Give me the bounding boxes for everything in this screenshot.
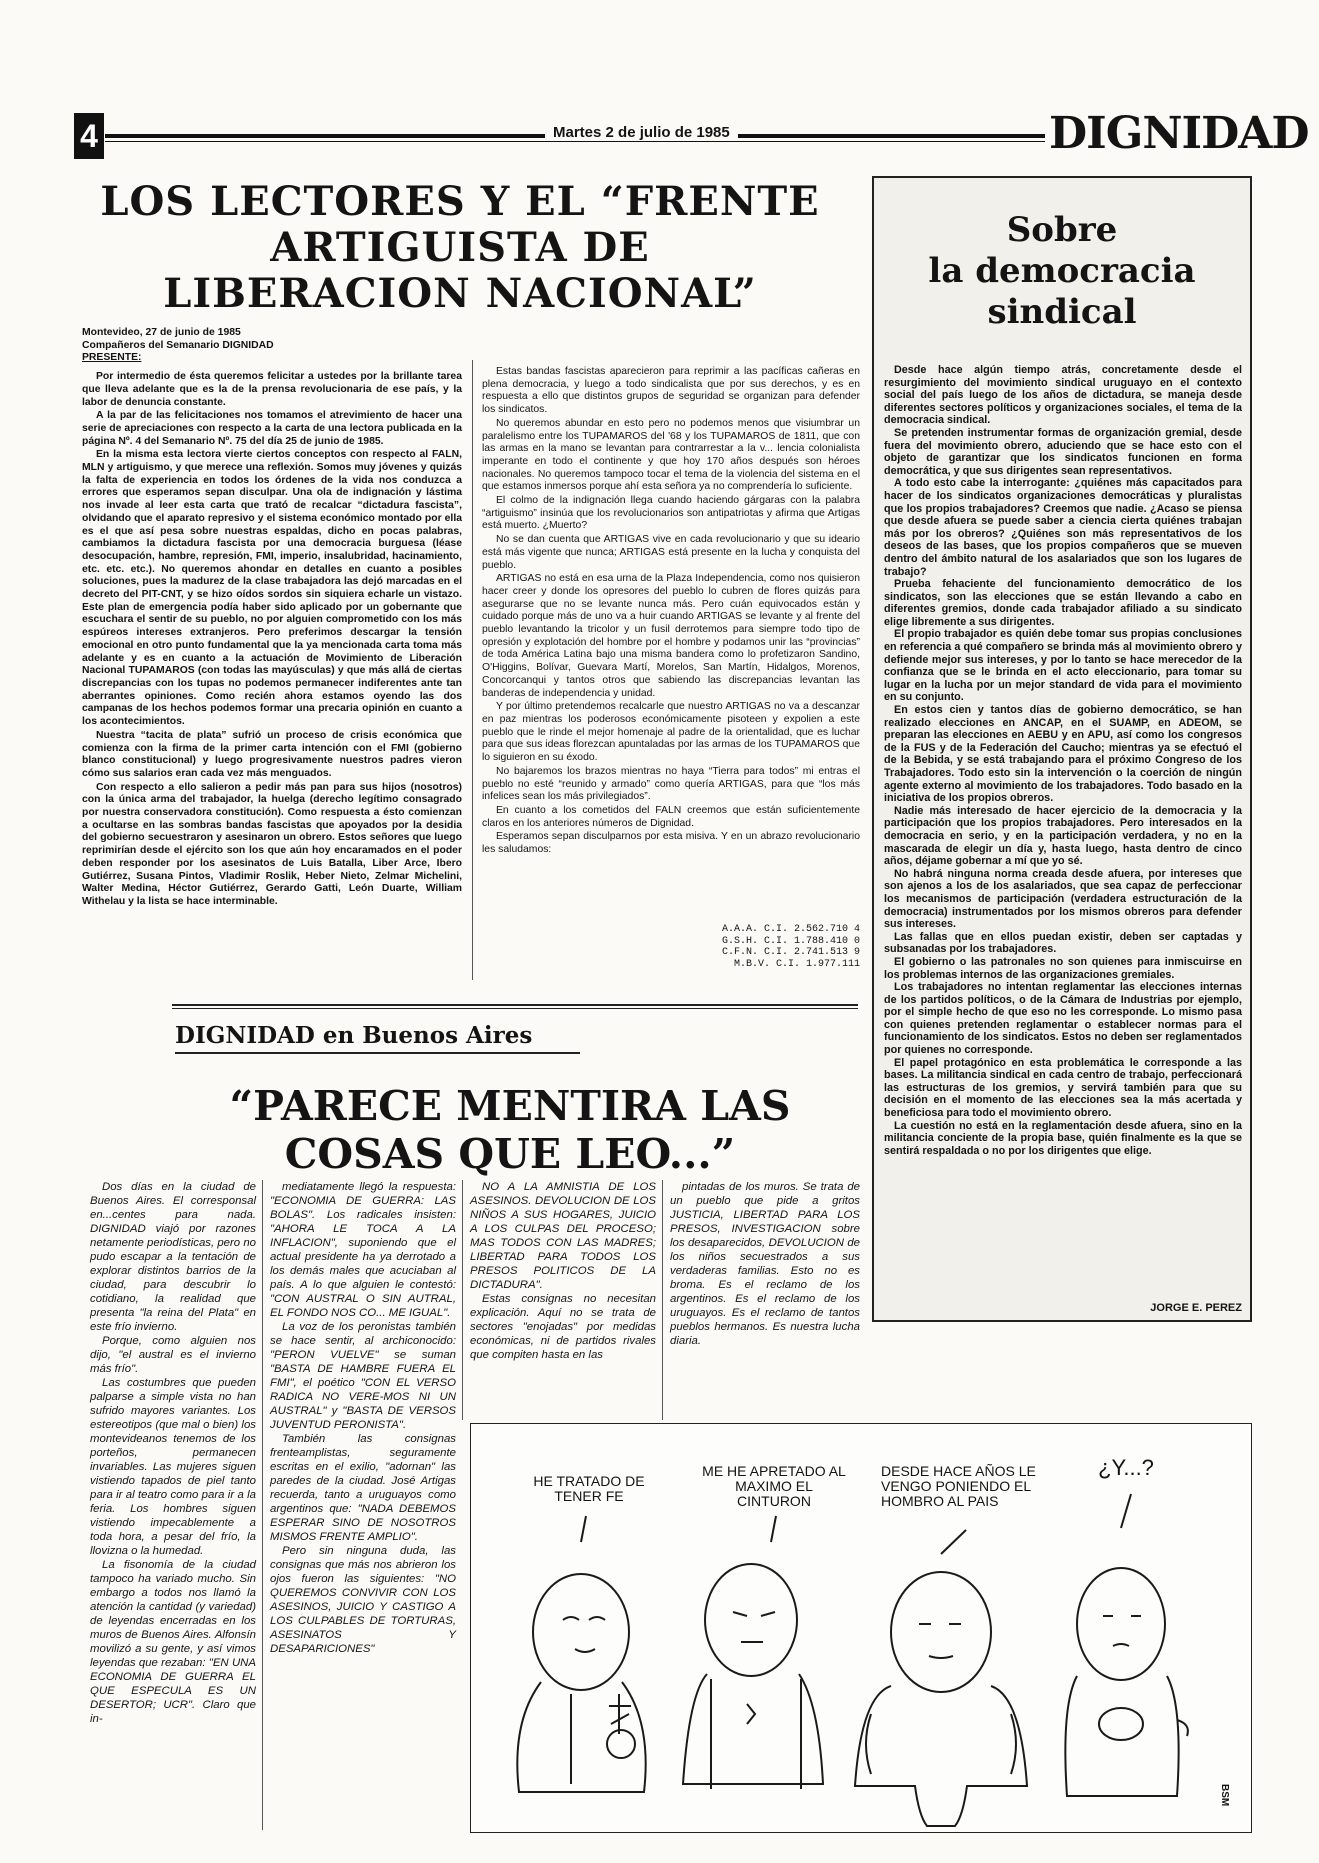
cartoonist-signature: BSM — [1219, 1784, 1230, 1807]
paragraph: Nuestra “tacita de plata” sufrió un proceso de crisis económica que comienza con la firma de la primer carta intención con el FMI (gobierno blanco constitucional) y luego progresivamente nuestros padres vieron cómo sus salarios eran cada vez más menguados. — [82, 729, 462, 779]
paragraph: NO A LA AMNISTIA DE LOS ASESINOS. DEVOLUCION DE LOS NIÑOS A SUS HOGARES, JUICIO A LOS CULPAS DEL PROCESO; MAS TODOS CON LAS MADRES; LIBERTAD PARA TODOS LOS PRESOS POLITICOS DE LA DICTADURA". — [470, 1181, 656, 1291]
paragraph: Y por último pretendemos recalcarle que nuestro ARTIGAS no va a descanzar en paz mientras los poderosos económicamente pisoteen y expolien a este pueblo que le rinde el mejor homenaje al padre de la orientalidad, que es luchar para que sus ideas florezcan apuntaladas por las armas de los TUPAMAROS que lo siguieron en su éxodo. — [482, 701, 860, 764]
signature-line: A.A.A. C.I. 2.562.710 4 — [721, 924, 860, 935]
paragraph: La fisonomía de la ciudad tampoco ha variado mucho. Sin embargo a todos nos llamó la atención la cantidad (y variedad) de leyendas encerradas en los muros de Buenos Aires. Alfonsín movilizó a su gente, y así vimos leyendas que rezaban: "EN UNA ECONOMIA DE GUERRA EL QUE ESPECULA ES UN DESERTOR; UCR". Claro que in- — [90, 1559, 256, 1725]
letter-column-1 — [82, 327, 462, 910]
sidebar-paragraph: Se pretenden instrumentar formas de organización gremial, desde fuera del movimiento obrero, aduciendo que se hace esto con el objeto de garantizar que los sindicatos funcionen en forma democrática, y que sus dirigentes sean representativos. — [884, 426, 1242, 477]
cartoon-strip — [470, 1423, 1252, 1833]
article2-column-4 — [670, 1180, 860, 1348]
paragraph: pintadas de los muros. Se trata de un pueblo que pide a gritos JUSTICIA, LIBERTAD PARA LOS PRESOS, INVESTIGACION sobre los desaparecidos, DEVOLUCION de los niños secuestrados a sus verdaderas familias. Esto no es broma. Es el reclamo de los argentinos. Es el reclamo de los uruguayos. Es el reclamo de tantos pueblos hermanos. Es nuestra lucha diaria. — [670, 1181, 860, 1347]
paragraph: Las costumbres que pueden palparse a simple vista no han sufrido mayores variantes. Los estereotipos (que mal o bien) los montevideanos tenemos de los porteños, permanecen invariables. Las mujeres siguen vistiendo tapados de piel tanto para ir al teatro como para ir a la feria. Los hombres siguen vistiendo impecablemente a toda hora, a pesar del frío, la llovizna o la humedad. — [90, 1377, 256, 1557]
column-rule — [472, 360, 473, 980]
cartoon-bubble-1: HE TRATADO DE TENER FE — [533, 1473, 645, 1504]
sidebar-paragraph: A todo esto cabe la interrogante: ¿quiénes más capacitados para hacer de los sindicatos organizaciones democráticas y pluralistas que los propios trabajadores? Creemos que nadie. ¿Acaso se piensa que desde afuera se puede saber a ciencia cierta quiénes trabajan más por los obreros? ¿Quiénes son más representativos de los deseos de las bases, que los propios compañeros que se mueven dentro del ámbito natural de los asalariados que son los lugares de trabajo? — [884, 477, 1242, 578]
sidebar-paragraph: El gobierno o las patronales no son quienes para inmiscuirse en los problemas internos de las organizaciones gremiales. — [884, 955, 1242, 981]
section-heading-underline — [175, 1052, 580, 1054]
salutation: Compañeros del Semanario DIGNIDAD — [82, 339, 274, 351]
cartoon-bubble-4: ¿Y...? — [1098, 1455, 1154, 1480]
paragraph: Porque, como alguien nos dijo, "el austral es el invierno más frío". — [90, 1335, 256, 1375]
paragraph: Con respecto a ello salieron a pedir más pan para sus hijos (nosotros) con la única arma del trabajador, la huelga (derecho legítimo consagrado por nuestra conservadora constitución). Como respuesta a ésto comienzan a ocultarse en las sombras bandas fascistas que apoyados por la desidia del gobierno secuestraron y asesinaron un obrero. Estos señores que luego reprimirían desde el ejército son los que aún hoy encaramados en el poder deben responder por los asesinatos de Luis Batalla, Liber Arce, Ibero Gutiérrez, Susana Pintos, Vladimir Roslik, Heber Nieto, Zelmar Michelini, Walter Medina, Héctor Gutiérrez, Gerardo Gatti, León Duarte, William Withelau y la lista se hace interminable. — [82, 781, 462, 907]
signature-line: G.S.H. C.I. 1.788.410 0 — [721, 935, 860, 947]
sidebar-title-line: Sobre — [1006, 210, 1118, 250]
paragraph: Dos días en la ciudad de Buenos Aires. El corresponsal en...centes para nada. DIGNIDAD viajó por razones netamente periodísticas, pero no pudo escapar a la tentación de explorar distintos barrios de la ciudad, para descubrir lo cotidiano, la realidad que presenta "la reina del Plata" en este frío invierno. — [90, 1181, 256, 1333]
cartoon-drawing — [471, 1424, 1251, 1832]
sidebar-paragraph: Nadie más interesado de hacer ejercicio de la democracia y la participación que los propios trabajadores. Pero interesados en la democracia en serio, y en la participación verdadera, y no en la mascarada de elegir un día y, hasta luego, hasta dentro de cinco años, déjame gobernar a mí que yo sé. — [884, 804, 1242, 868]
paragraph: Pero sin ninguna duda, las consignas que más nos abrieron los ojos fueron las siguientes: "NO QUEREMOS CONVIVIR CON LOS ASESINOS, JUICIO Y CASTIGO A LOS CULPABLES DE TORTURAS, ASESINATOS Y DESAPARICIONES" — [270, 1545, 456, 1655]
headline-line-3: LIBERACION NACIONAL” — [163, 270, 757, 317]
paragraph: ARTIGAS no está en esa urna de la Plaza Independencia, como nos quisieron hacer creer y donde los opresores del pueblo lo cubren de flores quizás para asegurarse que no se levante nunca más. Pero cuán equivocados están y cuidado porque más de uno va a huir cuando ARTIGAS se levante y al frente del pueblo levantando la tricolor y un fusil derrotemos para siempre todo tipo de opresión y explotación del hombre por el hombre y podamos unir las “provincias” de toda América Latina bajo una misma bandera como lo profetizaron Sandino, O'Higgins, Bolívar, Guevara Martí, Morelos, San Martín, Hidalgos, Morenos, Concorcanqui y tantos otros que sabiendo las discrepancias levantan las banderas de independencia y unidad. — [482, 573, 860, 699]
section-divider — [172, 1004, 858, 1006]
sidebar-paragraph: El propio trabajador es quién debe tomar sus propias conclusiones en referencia a qué compañero se brinda más al movimiento obrero y defiende mejor sus intereses, y por lo tanto se hace merecedor de la confianza que se le brinda en el acto eleccionario, para tomar su lugar en la lucha por un mejor standard de vida para el movimiento en su conjunto. — [884, 628, 1242, 704]
paragraph: No bajaremos los brazos mientras no haya “Tierra para todos” mi entras el pueblo no esté “reunido y armado” como quería ARTIGAS, para que “los más infelices sean los más privilegiados”. — [482, 765, 860, 803]
paragraph: En cuanto a los cometidos del FALN creemos que están suficientemente claros en los anteriores números de Dignidad. — [482, 804, 860, 829]
headline2-line-2: COSAS QUE LEO...” — [284, 1130, 736, 1178]
column-rule — [462, 1180, 463, 1420]
letter-column-2 — [482, 366, 860, 858]
signature-line: M.B.V. C.I. 1.977.111 — [733, 958, 860, 970]
paragraph: En la misma esta lectora vierte ciertos conceptos con respecto al FALN, MLN y artiguismo, y que merece una reflexión. Somos muy jóvenes y quizás la falta de experiencia en todos los órdenes de la vida nos conduzca a errores que esperamos sepan disculpar. Una ola de indignación y lástima nos invade al leer esta carta que trató de recalcar “dictadura fascista”, olvidando que el aparato represivo y el sistema económico montado por ella es el que así pesa sobre nuestras espaldas, dicho en pocas palabras, cambiamos la dictadura fascista por una democracia burguesa (léase desocupación, hambre, represión, FMI, imperio, insalubridad, hacinamiento, etc. etc. etc.). No queremos ahondar en detalles en cuanto a posibles soluciones, pues la madurez de la clase trabajadora las dejó marcadas en el decreto del PIT-CNT, y se hizo oídos sordos sin siquiera echarle un vistazo. Este plan de emergencia podía haber sido aplicado por un gobernante que escuchara el sentir de su pueblo, no por alguien comprometido con los más espúreos intereses extranjeros. Pero preferimos descargar la tensión emocional en otro punto fundamental que la ya mencionada carta toma más adelante y es en cuanto a la actuación de Movimiento de Liberación Nacional TUPAMAROS (con todas las mayúsculas) y que más allá de ciertas discrepancias con los tupas no podemos permanecer indiferentes ante tan aberrantes opiniones. Como recién ahora estamos oyendo las dos campanas de los hechos podemos formar una precaria opinión en cuanto a los acontecimientos. — [82, 449, 462, 728]
sidebar-title — [872, 210, 1252, 333]
page-number: 4 — [74, 113, 104, 159]
cartoon-bubble-3: DESDE HACE AÑOS LE VENGO PONIENDO EL HOMBRO AL PAIS — [881, 1463, 1036, 1509]
cartoon-bubble-2: ME HE APRETADO AL MAXIMO EL CINTURON — [702, 1463, 846, 1509]
paragraph: No queremos abundar en esto pero no podemos menos que visiumbrar un paralelismo entre los TUPAMAROS del '68 y los TUPAMAROS de 1811, que con las armas en la mano se levantan para contrarrestar a la v... lencia colonialista imperante en todo el continente y que hoy 170 años después son héroes nacionales. No queremos tampoco tocar el tema de la violencia del sistema en el que estamos inmersos porque ahí esta señora ya no comprendería lo suficiente. — [482, 417, 860, 493]
sidebar-paragraph: Las fallas que en ellos puedan existir, deben ser captadas y subsanadas por los trabajadores. — [884, 930, 1242, 956]
paragraph: Por intermedio de ésta queremos felicitar a ustedes por la brillante tarea que lleva adelante que es la de la prensa revolucionaria de ese país, y la labor de denuncia constante. — [82, 371, 462, 408]
sidebar-author: JORGE E. PEREZ — [1150, 1302, 1242, 1314]
sidebar-paragraph: No habrá ninguna norma creada desde afuera, por intereses que son ajenos a los de los asalariados, que sea capaz de perfeccionar los mecanismos de participación (verdadera estructuración de la democracia) instrumentados por los mismos obreros para defender sus intereses. — [884, 867, 1242, 931]
headline-line-1: LOS LECTORES Y EL “FRENTE — [100, 178, 820, 225]
paragraph: Esperamos sepan disculparnos por esta misiva. Y en un abrazo revolucionario les saludamos: — [482, 831, 860, 856]
section-heading: DIGNIDAD en Buenos Aires — [175, 1022, 533, 1049]
sidebar-paragraph: Los trabajadores no intentan reglamentar las elecciones internas de los partidos políticos, o de la Cámara de Industrias por ejemplo, por el simple hecho de que eso no les corresponde. Lo mismo pasa con quienes pretenden reglamentar o establecer normas para el funcionamiento de los sindicatos. Estos no deben ser reglamentados por quienes no corresponde. — [884, 981, 1242, 1057]
headline2-line-1: “PARECE MENTIRA LAS — [229, 1082, 791, 1130]
dateline: Montevideo, 27 de junio de 1985 — [82, 327, 241, 338]
sidebar-title-line: la democracia — [928, 251, 1196, 291]
sidebar-paragraph: Desde hace algún tiempo atrás, concretamente desde el resurgimiento del movimiento sindical uruguayo en el contexto social del país luego de los años de dictadura, se maneja desde diferentes sectores políticos y organizaciones sociales, el tema de la democracia sindical. — [884, 364, 1242, 427]
sidebar-paragraph: Prueba fehaciente del funcionamiento democrático de los sindicatos, son las elecciones que se están llevando a cabo en diferentes gremios, donde cada trabajador afiliado a su sindicato elige libremente a sus dirigentes. — [884, 578, 1242, 628]
section-divider-thin — [172, 1008, 858, 1009]
headline-line-2: ARTIGUISTA DE — [270, 224, 650, 271]
paragraph: mediatamente llegó la respuesta: "ECONOMIA DE GUERRA: LAS BOLAS". Los radicales insisten: "AHORA LE TOCA A LA INFLACION", suponiendo que el actual presidente ha ya derrotado a los demás males que acuciaban al país. A lo que alguien le contestó: "CON AUSTRAL O SIN AUTRAL, EL FONDO NOS CO... ME IGUAL". — [270, 1181, 456, 1319]
article2-column-1 — [90, 1180, 256, 1726]
sidebar-paragraph: La cuestión no está en la reglamentación desde afuera, sino en la militancia conciente de la propia base, quién finalmente es la que se sentirá respaldada o no por los dirigentes que elige. — [884, 1119, 1242, 1157]
paragraph: La voz de los peronistas también se hace sentir, al archiconocido: "PERON VUELVE" se suman "BASTA DE HAMBRE FUERA EL FMI", el poético "CON EL VERSO RADICA NO VERE-MOS NI UN AUSTRAL" y "BASTA DE VERSOS JUVENTUD PERONISTA". — [270, 1321, 456, 1431]
article2-column-2 — [270, 1180, 456, 1656]
header-rule-thin — [105, 141, 1105, 142]
masthead: DIGNIDAD — [1045, 108, 1313, 159]
paragraph: También las consignas frenteamplistas, seguramente escritas en el exilio, "adornan" las paredes de la ciudad. José Artigas recuerda, tanto a uruguayos como argentinos que: "NADA DEBEMOS ESPERAR SINO DE NOSOTROS MISMOS FRENTE AMPLIO". — [270, 1433, 456, 1543]
sidebar-paragraph: En estos cien y tantos días de gobierno democrático, se han realizado elecciones en ANCAP, en el SUAMP, en ADEOM, se preparan las elecciones en AEBU y en APU, así como los congresos de la FUS y de la Federación del Caucho; mientras ya se efectuó el de la Bebida, y se está trabajando para el próximo Congreso de los Trabajadores. Todo esto sin la intervención o la coerción de ningún agente externo al movimiento de los trabajadores. Todo basado en la iniciativa de los propios obreros. — [884, 704, 1242, 805]
column-rule — [662, 1180, 663, 1420]
paragraph: Estas consignas no necesitan explicación. Aquí no se trata de sectores "enojadas" por medidas económicas, ni de partidos rivales que compiten hasta en las — [470, 1293, 656, 1361]
paragraph: No se dan cuenta que ARTIGAS vive en cada revolucionario y que su ideario está más vigente que nunca; ARTIGAS está presente en la lucha y conquista del pueblo. — [482, 534, 860, 571]
paragraph: A la par de las felicitaciones nos tomamos el atrevimiento de hacer una serie de apreciaciones con respecto a la carta de una lectora publicada en la página Nº. 4 del Semanario Nº. 75 del día 25 de junio de 1985. — [82, 410, 462, 447]
signature-line: C.F.N. C.I. 2.741.513 9 — [721, 947, 860, 958]
article2-column-3 — [470, 1180, 656, 1362]
sidebar-paragraph: El papel protagónico en esta problemática le corresponde a las bases. La militancia sindical en cada centro de trabajo, perfeccionará las estructuras de los gremios, y servirá también para que su decisión en el momento de las elecciones sea la más acertada y beneficiosa para todo el movimiento obrero. — [884, 1056, 1242, 1120]
issue-date: Martes 2 de julio de 1985 — [545, 124, 738, 141]
sidebar-title-line: sindical — [987, 292, 1137, 332]
salutation-present: PRESENTE: — [82, 352, 142, 364]
sidebar-body — [884, 364, 1242, 1157]
letter-signatures — [650, 924, 860, 970]
paragraph: El colmo de la indignación llega cuando haciendo gárgaras con la palabra “artiguismo” insinúa que los revolucionarios son antipatriotas y afirma que Artigas está muerto. ¿Muerto? — [482, 495, 860, 532]
column-rule — [262, 1180, 263, 1830]
paragraph: Estas bandas fascistas aparecieron para reprimir a las pacíficas cañeras en plena democracia, y luego a todo sindicalista que por sus derechos, y es en respuesta a ello que distintos grupos de seguridad se organizan para defender los sindicatos. — [482, 366, 860, 416]
